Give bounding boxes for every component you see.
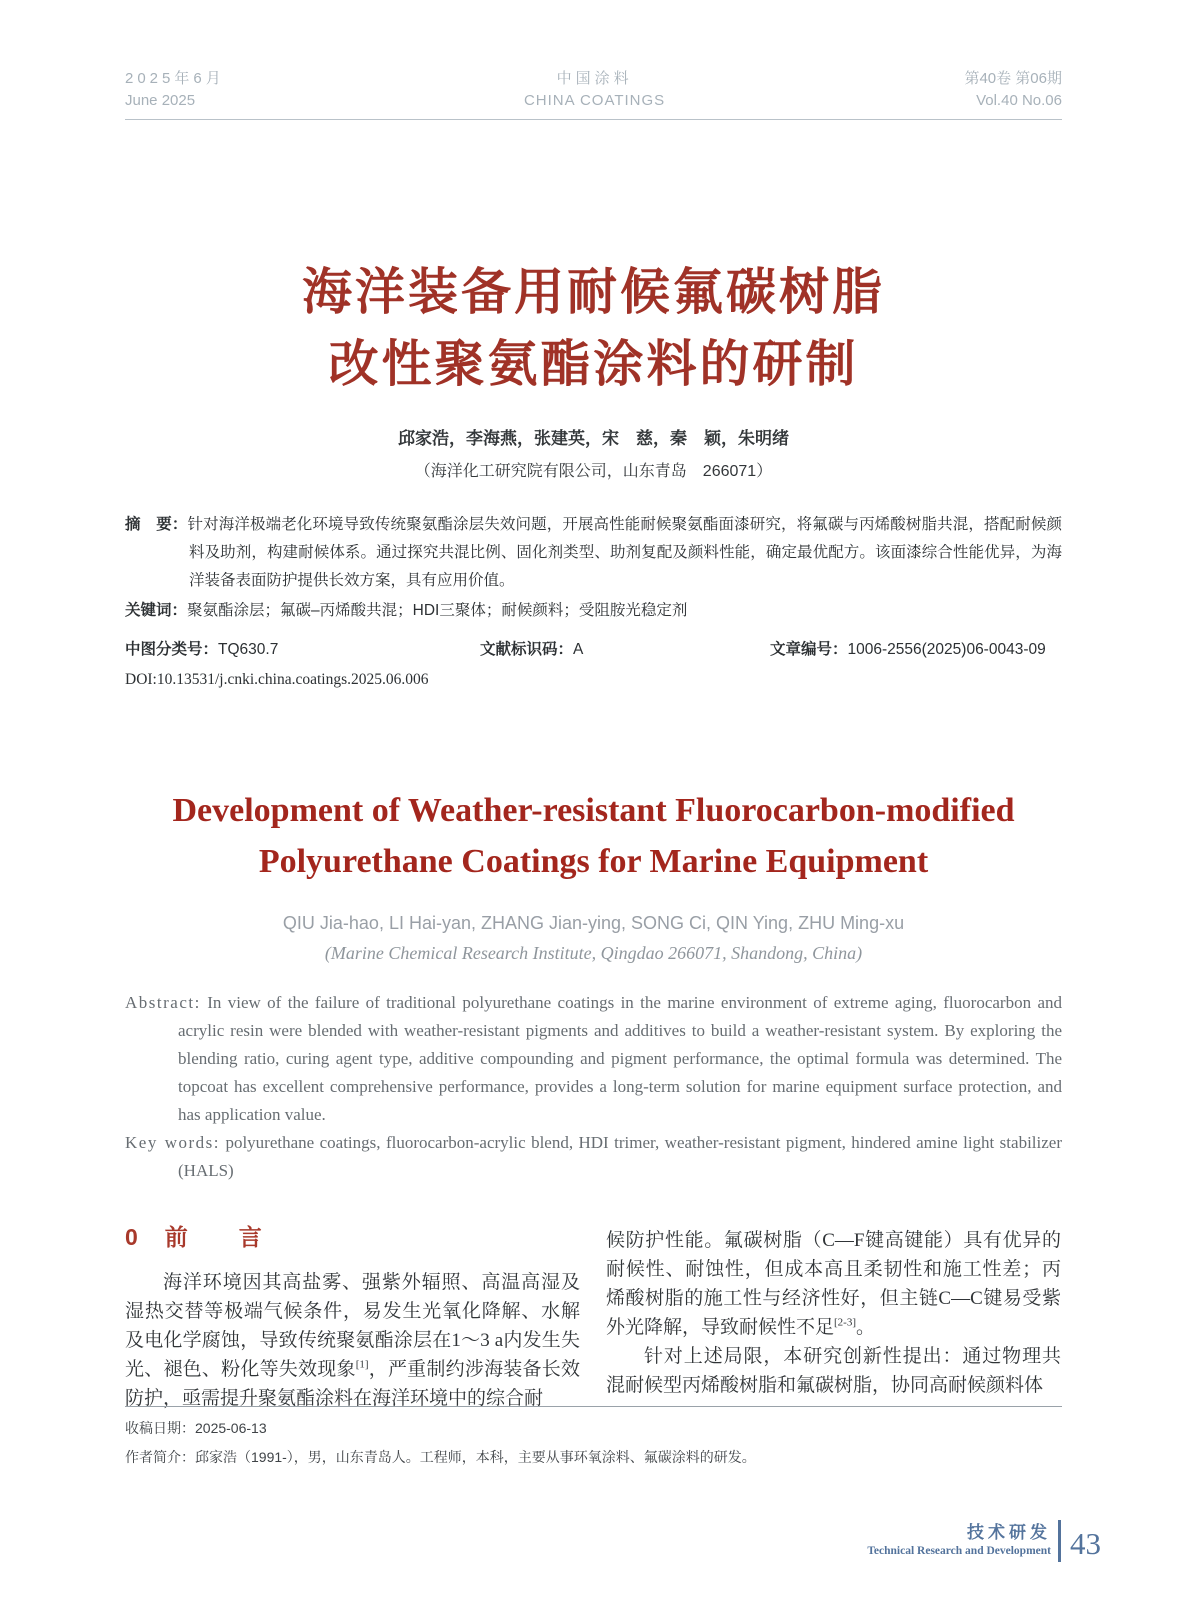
journal-name-cn: 中国涂料 — [556, 70, 633, 87]
intro-column-right — [606, 1222, 1061, 1413]
keywords-en-label: Key words: — [125, 1133, 221, 1152]
article-title-en-line1: Development of Weather-resistant Fluorocarbon-modified — [172, 792, 1015, 829]
doi: DOI:10.13531/j.cnki.china.coatings.2025.06.006 — [125, 671, 429, 688]
column-name-cn: 技术研发 — [967, 1523, 1051, 1542]
received-date-value: 2025-06-13 — [195, 1420, 267, 1436]
header-date-cn: 2025年6月 — [125, 70, 225, 87]
article-title-cn-line1: 海洋装备用耐候氟碳树脂 — [302, 264, 885, 320]
author-bio-label: 作者简介： — [125, 1449, 195, 1465]
intro-paragraph-1 — [125, 1268, 580, 1413]
section-heading — [125, 1222, 580, 1252]
header-volume-en: Vol.40 No.06 — [976, 92, 1062, 109]
clc-value: TQ630.7 — [218, 641, 279, 658]
journal-name-en: CHINA COATINGS — [523, 92, 666, 109]
authors-cn: 邱家浩，李海燕，张建英，宋 慈，秦 颖，朱明绪 — [398, 429, 789, 448]
column-name-en: Technical Research and Development — [867, 1545, 1051, 1557]
header-volume — [964, 68, 1062, 112]
journal-header — [125, 0, 1062, 112]
citation-ref-2: [2-3] — [834, 1316, 857, 1329]
article-id-label: 文章编号： — [770, 641, 848, 658]
clc-label: 中图分类号： — [125, 641, 219, 658]
keywords-cn — [125, 597, 1062, 625]
article-title-cn — [125, 256, 1062, 400]
intro-p1-cont-text: 候防护性能。氟碳树脂（C—F键高键能）具有优异的耐候性、耐蚀性，但成本高且柔韧性和施工性差；丙烯酸树脂的施工性与经济性好，但主链C—C键易受紫外光降解，导致耐候性不足 — [606, 1230, 1061, 1338]
intro-p1-cont-end: 。 — [856, 1317, 876, 1338]
abstract-en-label: Abstract: — [125, 993, 201, 1012]
abstract-cn-text: 针对海洋极端老化环境导致传统聚氨酯涂层失效问题，开展高性能耐候聚氨酯面漆研究，将氟碳与丙烯酸树脂共混，搭配耐候颜料及助剂，构建耐候体系。通过探究共混比例、固化剂类型、助剂复配及颜料性能，确定最优配方。该面漆综合性能优异，为海洋装备表面防护提供长效方案，具有应用价值。 — [187, 516, 1062, 589]
author-bio — [125, 1447, 1062, 1467]
citation-ref-1: [1] — [355, 1358, 369, 1371]
article-id — [770, 637, 1046, 659]
intro-p1-text-cont: ，严重制约涉海装备长效防护，亟需提升聚氨酯涂料在海洋环境中的综合耐 — [125, 1359, 580, 1409]
footer-divider — [1058, 1520, 1061, 1562]
document-code-value: A — [573, 641, 584, 658]
received-date-label: 收稿日期： — [125, 1420, 195, 1436]
footnote-block — [125, 1406, 1062, 1476]
clc-number — [125, 637, 480, 659]
abstract-cn — [125, 511, 1062, 595]
header-divider — [125, 119, 1062, 120]
column-name — [867, 1523, 1051, 1559]
article-title-en-line2: Polyurethane Coatings for Marine Equipment — [258, 843, 929, 880]
affiliation-en: (Marine Chemical Research Institute, Qingdao 266071, Shandong, China) — [324, 943, 863, 963]
journal-name — [524, 68, 665, 112]
header-date-en: June 2025 — [125, 92, 196, 109]
intro-paragraph-2: 针对上述局限，本研究创新性提出：通过物理共混耐候型丙烯酸树脂和氟碳树脂，协同高耐候颜料体 — [606, 1346, 1061, 1396]
article-id-value: 1006-2556(2025)06-0043-09 — [847, 641, 1046, 658]
keywords-en-text: polyurethane coatings, fluorocarbon-acrylic blend, HDI trimer, weather-resistant pigment, hindered amine light stabilizer (HALS) — [178, 1133, 1062, 1180]
section-title: 前 言 — [164, 1224, 276, 1250]
page-number: 43 — [1070, 1526, 1101, 1561]
page-footer — [867, 1520, 1101, 1562]
section-number: 0 — [125, 1224, 139, 1250]
header-volume-cn: 第40卷 第06期 — [964, 70, 1062, 87]
document-code — [480, 637, 770, 659]
keywords-en — [125, 1129, 1062, 1185]
authors-en: QIU Jia-hao, LI Hai-yan, ZHANG Jian-ying, SONG Ci, QIN Ying, ZHU Ming-xu — [282, 913, 905, 933]
article-title-en — [125, 785, 1062, 887]
author-bio-value: 邱家浩（1991-），男，山东青岛人。工程师，本科，主要从事环氧涂料、氟碳涂料的研发。 — [195, 1449, 756, 1465]
article-title-cn-line2: 改性聚氨酯涂料的研制 — [328, 336, 859, 392]
abstract-en-text: In view of the failure of traditional polyurethane coatings in the marine environment of extreme aging, fluorocarbon and acrylic resin were blended with weather-resistant pigments and additives to build a weather-resistant system. By exploring the blending ratio, curing agent type, additive compounding and pigment performance, the optimal formula was determined. The topcoat has excellent comprehensive performance, provides a long-term solution for marine equipment surface protection, and has application value. — [178, 993, 1062, 1124]
header-date — [125, 68, 225, 112]
abstract-en — [125, 989, 1062, 1129]
intro-column-left — [125, 1222, 580, 1413]
section-introduction — [125, 1222, 1062, 1413]
intro-p1-text: 海洋环境因其高盐雾、强紫外辐照、高温高湿及湿热交替等极端气候条件，易发生光氧化降解、水解及电化学腐蚀，导致传统聚氨酯涂层在1～3 a内发生失光、褪色、粉化等失效现象 — [125, 1272, 580, 1380]
keywords-cn-text: 聚氨酯涂层；氟碳–丙烯酸共混；HDI三聚体；耐候颜料；受阻胺光稳定剂 — [187, 602, 688, 619]
keywords-cn-label: 关键词： — [125, 602, 188, 619]
affiliation-cn: （海洋化工研究院有限公司，山东青岛 266071） — [414, 463, 773, 480]
document-code-label: 文献标识码： — [480, 641, 574, 658]
intro-paragraph-1-continued — [606, 1226, 1061, 1342]
abstract-cn-label: 摘 要： — [125, 516, 188, 533]
received-date — [125, 1418, 1062, 1438]
meta-row — [125, 637, 1062, 659]
